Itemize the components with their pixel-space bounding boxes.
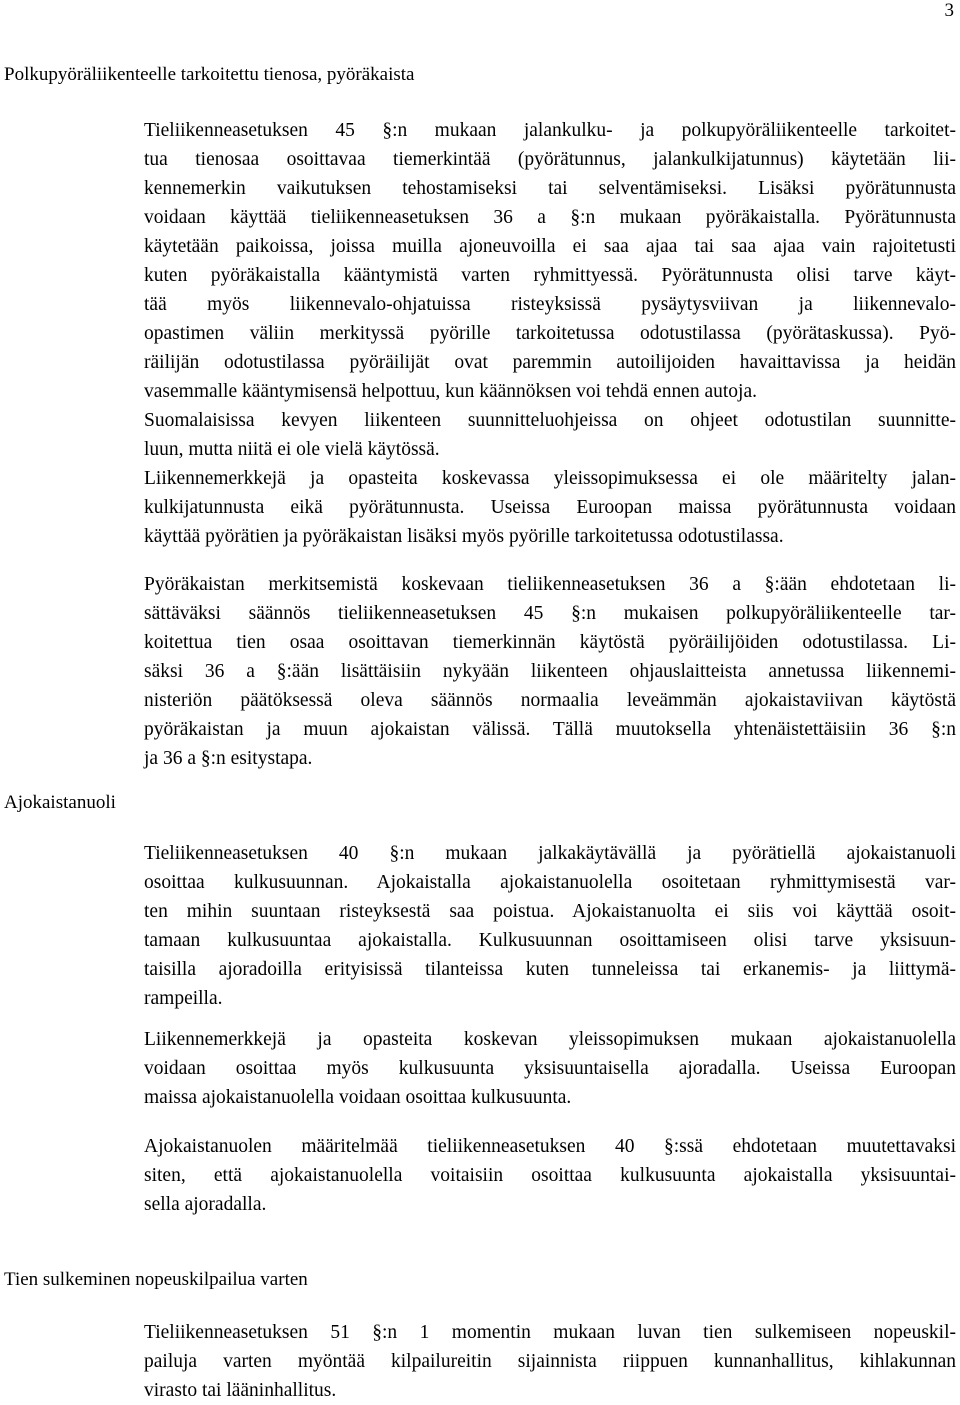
text-line: Liikennemerkkejä ja opasteita koskevan yleissopimuksen mukaan ajokaistanuolella <box>144 1029 956 1050</box>
text-line: kuten pyöräkaistalla kääntymistä varten ryhmittyessä. Pyörätunnusta olisi tarve käyt- <box>144 265 956 286</box>
text-line: kulkijatunnusta eikä pyörätunnusta. Useissa Euroopan maissa pyörätunnusta voidaan <box>144 497 956 518</box>
text-line: vasemmalle kääntymisensä helpottuu, kun käännöksen voi tehdä ennen autoja. <box>144 381 757 402</box>
text-line: ja 36 a §:n esitystapa. <box>144 748 313 769</box>
text-line: tää myös liikennevalo-ohjatuissa risteyksissä pysäytysviivan ja liikennevalo- <box>144 294 956 315</box>
text-line: säksi 36 a §:ään lisättäisiin nykyään liikenteen ohjauslaitteista annetussa liikennemi- <box>144 661 956 682</box>
text-line: räilijän odotustilassa pyöräilijät ovat paremmin autoilijoiden havaittavissa ja heidän <box>144 352 956 373</box>
page-number: 3 <box>944 0 954 21</box>
text-line: rampeilla. <box>144 988 223 1009</box>
section-heading-pyorakaista: Polkupyöräliikenteelle tarkoitettu tienosa, pyöräkaista <box>4 64 415 85</box>
text-line: opastimen väliin merkityssä pyörille tarkoitetussa odotustilassa (pyörätaskussa). Pyö- <box>144 323 956 344</box>
text-line: Tieliikenneasetuksen 45 §:n mukaan jalankulku- ja polkupyöräliikenteelle tarkoitet- <box>144 120 956 141</box>
paragraph-4 <box>144 839 956 1013</box>
text-line: kennemerkin vaikutuksen tehostamiseksi tai selventämiseksi. Lisäksi pyörätunnusta <box>144 178 956 199</box>
text-line: maissa ajokaistanuolella voidaan osoittaa kulkusuunta. <box>144 1087 572 1108</box>
text-line: luun, mutta niitä ei ole vielä käytössä. <box>144 439 440 460</box>
paragraph-6 <box>144 1132 956 1219</box>
text-line: taisilla ajoradoilla erityisissä tilanteissa kuten tunneleissa tai erkanemis- ja liittymä- <box>144 959 956 980</box>
text-line: tamaan kulkusuuntaa ajokaistalla. Kulkusuunnan osoittamiseen olisi tarve yksisuun- <box>144 930 956 951</box>
text-line: voidaan osoittaa myös kulkusuunta yksisuuntaisella ajoradalla. Useissa Euroopan <box>144 1058 956 1079</box>
paragraph-2 <box>144 464 956 551</box>
text-line: siten, että ajokaistanuolella voitaisiin osoittaa kulkusuunta ajokaistalla yksisuuntai- <box>144 1165 956 1186</box>
text-line: ten mihin suuntaan risteyksestä saa poistua. Ajokaistanuolta ei siis voi käyttää osoit- <box>144 901 956 922</box>
paragraph-7 <box>144 1318 956 1405</box>
paragraph-5 <box>144 1025 956 1112</box>
text-line: koitettua tien osaa osoittavan tiemerkinnän käytöstä pyöräilijöiden odotustilassa. Li- <box>144 632 956 653</box>
text-line: sella ajoradalla. <box>144 1194 267 1215</box>
text-line: tua tienosaa osoittavaa tiemerkintää (pyörätunnus, jalankulkijatunnus) käytetään lii- <box>144 149 956 170</box>
paragraph-1 <box>144 116 956 464</box>
paragraph-3 <box>144 570 956 773</box>
section-heading-ajokaistanuoli: Ajokaistanuoli <box>4 792 116 813</box>
text-line: voidaan käyttää tieliikenneasetuksen 36 a §:n mukaan pyöräkaistalla. Pyörätunnusta <box>144 207 956 228</box>
text-line: virasto tai lääninhallitus. <box>144 1380 337 1401</box>
text-line: nisteriön päätöksessä oleva säännös normaalia leveämmän ajokaistaviivan käytöstä <box>144 690 956 711</box>
text-line: Pyöräkaistan merkitsemistä koskevaan tieliikenneasetuksen 36 a §:ään ehdotetaan li- <box>144 574 956 595</box>
text-line: Liikennemerkkejä ja opasteita koskevassa yleissopimuksessa ei ole määritelty jalan- <box>144 468 956 489</box>
text-line: osoittaa kulkusuunnan. Ajokaistalla ajokaistanuolella osoitetaan ryhmittymisestä var- <box>144 872 956 893</box>
text-line: pyöräkaistan ja muun ajokaistan välissä. Tällä muutoksella yhtenäistettäisiin 36 §:n <box>144 719 956 740</box>
text-line: pailuja varten myöntää kilpailureitin sijainnista riippuen kunnanhallitus, kihlakunnan <box>144 1351 956 1372</box>
text-line: Ajokaistanuolen määritelmää tieliikenneasetuksen 40 §:ssä ehdotetaan muutettavaksi <box>144 1136 956 1157</box>
text-line: sättäväksi säännös tieliikenneasetuksen 45 §:n mukaisen polkupyöräliikenteelle tar- <box>144 603 956 624</box>
text-line: Tieliikenneasetuksen 51 §:n 1 momentin mukaan luvan tien sulkemiseen nopeuskil- <box>144 1322 956 1343</box>
section-heading-tien-sulkeminen: Tien sulkeminen nopeuskilpailua varten <box>4 1269 308 1290</box>
text-line: käytetään paikoissa, joissa muilla ajoneuvoilla ei saa ajaa tai saa ajaa vain rajoitetusti <box>144 236 956 257</box>
text-line: käyttää pyörätien ja pyöräkaistan lisäksi myös pyörille tarkoitetussa odotustilassa. <box>144 526 784 547</box>
text-line: Suomalaisissa kevyen liikenteen suunnitteluohjeissa on ohjeet odotustilan suunnitte- <box>144 410 956 431</box>
text-line: Tieliikenneasetuksen 40 §:n mukaan jalkakäytävällä ja pyörätiellä ajokaistanuoli <box>144 843 956 864</box>
